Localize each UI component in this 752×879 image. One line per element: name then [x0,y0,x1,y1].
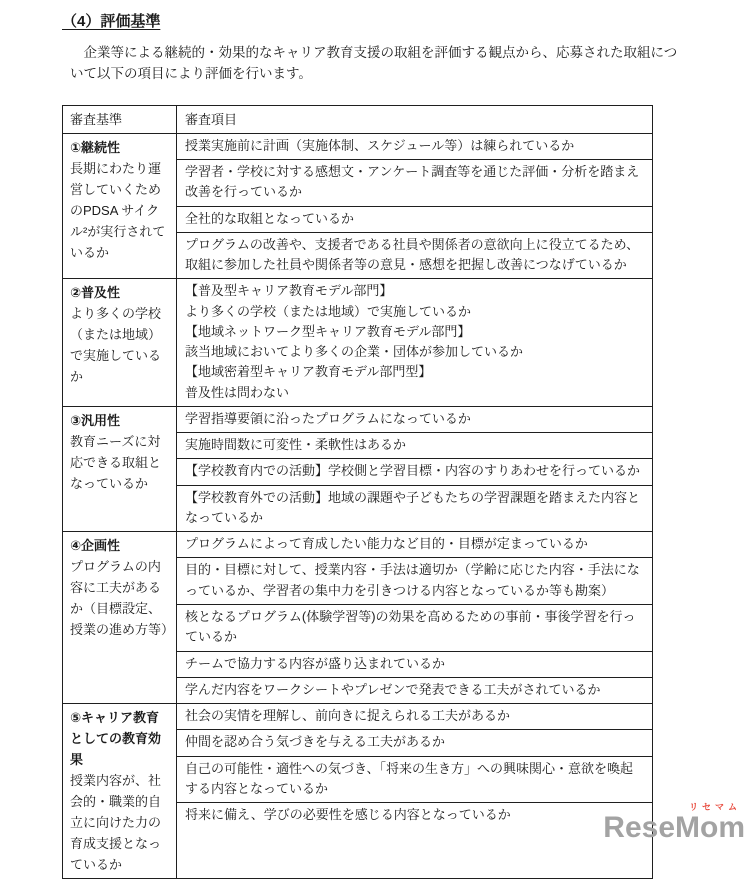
item-group [177,159,652,206]
header-cell-items: 審査項目 [185,111,238,127]
criteria-description: より多くの学校（または地域）で実施しているか [70,306,162,385]
criteria-description: 授業内容が、社会的・職業的自立に向けた力の育成支援となっているか [70,773,162,873]
criteria-cell [63,532,177,703]
item-group [177,729,652,755]
item-line: 普及性は問わない [185,384,290,400]
item-line: チームで協力する内容が盛り込まれているか [185,655,446,671]
item-group [177,279,652,406]
item-line: 社会の実情を理解し、前向きに捉えられる工夫があるか [185,708,511,724]
criteria-table-body [63,133,652,879]
item-group [177,458,652,484]
criteria-label: ①継続性 [70,139,121,155]
item-line: より多くの学校（または地域）で実施しているか [185,303,472,319]
items-cell [177,532,652,703]
logo-katakana-text: リセマム [689,802,741,812]
item-line: 全社的な取組となっているか [185,210,355,226]
resemom-logo [603,803,745,843]
item-line: 学習者・学校に対する感想文・アンケート調査等を通じた評価・分析を踏まえ改善を行っているか [185,163,640,200]
items-cell [177,407,652,531]
item-group [177,485,652,532]
item-group [177,232,652,279]
items-cell [177,704,652,878]
criteria-description: プログラムの内容に工夫があるか（目標設定、授業の進め方等） [70,559,175,638]
item-line: プログラムによって育成したい能力など目的・目標が定まっているか [185,536,588,552]
item-group [177,532,652,557]
item-line: プログラムの改善や、支援者である社員や関係者の意欲向上に役立てるため、取組に参加した社員や関係者等の意見・感想を把握し改善につなげているか [185,236,640,273]
item-line: 実施時間数に可変性・柔軟性はあるか [185,437,407,453]
table-row [63,531,652,703]
header-cell-criteria: 審査基準 [63,106,177,133]
criteria-cell [63,407,177,531]
criteria-description: 長期にわたり運営していくためのPDSA サイクル²が実行されているか [70,160,166,260]
table-row [63,278,652,406]
item-group [177,651,652,677]
item-line: 自己の可能性・適性への気づき、「将来の生き方」への興味関心・意欲を喚起する内容となっているか [185,760,633,796]
table-row [63,703,652,878]
item-line: 目的・目標に対して、授業内容・手法は適切か（学齢に応じた内容・手法になっているか、学習者の集中力を引きつける内容となっているか等も勘案） [185,562,640,598]
page-title: （4）評価基準 [62,13,161,30]
item-group [177,206,652,232]
item-line: 核となるプログラム(体験学習等)の効果を高めるための事前・事後学習を行っているか [185,609,636,645]
criteria-cell [63,134,177,279]
item-group [177,432,652,458]
items-cell [177,134,652,279]
item-line: 将来に備え、学びの必要性を感じる内容となっているか [185,807,511,823]
criteria-label: ④企画性 [70,538,121,554]
item-line: 【地域ネットワーク型キャリア教育モデル部門】 [185,323,471,339]
logo-wordmark-text: ReseMom [603,811,745,844]
criteria-label: ②普及性 [70,285,121,301]
item-group [177,604,652,651]
item-line: 【学校教育外での活動】地域の課題や子どもたちの学習課題を踏まえた内容となっているか [185,489,641,525]
criteria-label: ⑤キャリア教育としての教育効果 [70,710,162,768]
criteria-description: 教育ニーズに対応できる取組となっているか [70,433,162,492]
criteria-cell [63,279,177,406]
table-header-row [63,106,652,133]
item-group [177,802,652,828]
item-line: 学んだ内容をワークシートやプレゼンで発表できる工夫がされているか [185,681,601,697]
item-group [177,407,652,432]
item-line: 【地域密着型キャリア教育モデル部門型】 [185,364,432,380]
criteria-cell [63,704,177,878]
item-line: 【普及型キャリア教育モデル部門】 [185,283,393,299]
table-row [63,133,652,279]
table-row [63,406,652,531]
item-line: 仲間を認め合う気づきを与える工夫があるか [185,734,446,750]
item-line: 学習指導要領に沿ったプログラムになっているか [185,410,471,426]
item-group [177,677,652,703]
item-line: 【学校教育内での活動】学校側と学習目標・内容のすりあわせを行っているか [185,463,641,479]
item-group [177,557,652,604]
criteria-table [62,105,653,879]
item-line: 授業実施前に計画（実施体制、スケジュール等）は練られているか [185,137,575,153]
intro-paragraph: 企業等による継続的・効果的なキャリア教育支援の取組を評価する観点から、応募された取組について以下の項目により評価を行います。 [70,45,678,82]
item-group [177,756,652,803]
criteria-label: ③汎用性 [70,412,121,428]
item-line: 該当地域においてより多くの企業・団体が参加しているか [185,344,524,360]
item-group [177,134,652,159]
item-group [177,704,652,729]
items-cell [177,279,652,406]
